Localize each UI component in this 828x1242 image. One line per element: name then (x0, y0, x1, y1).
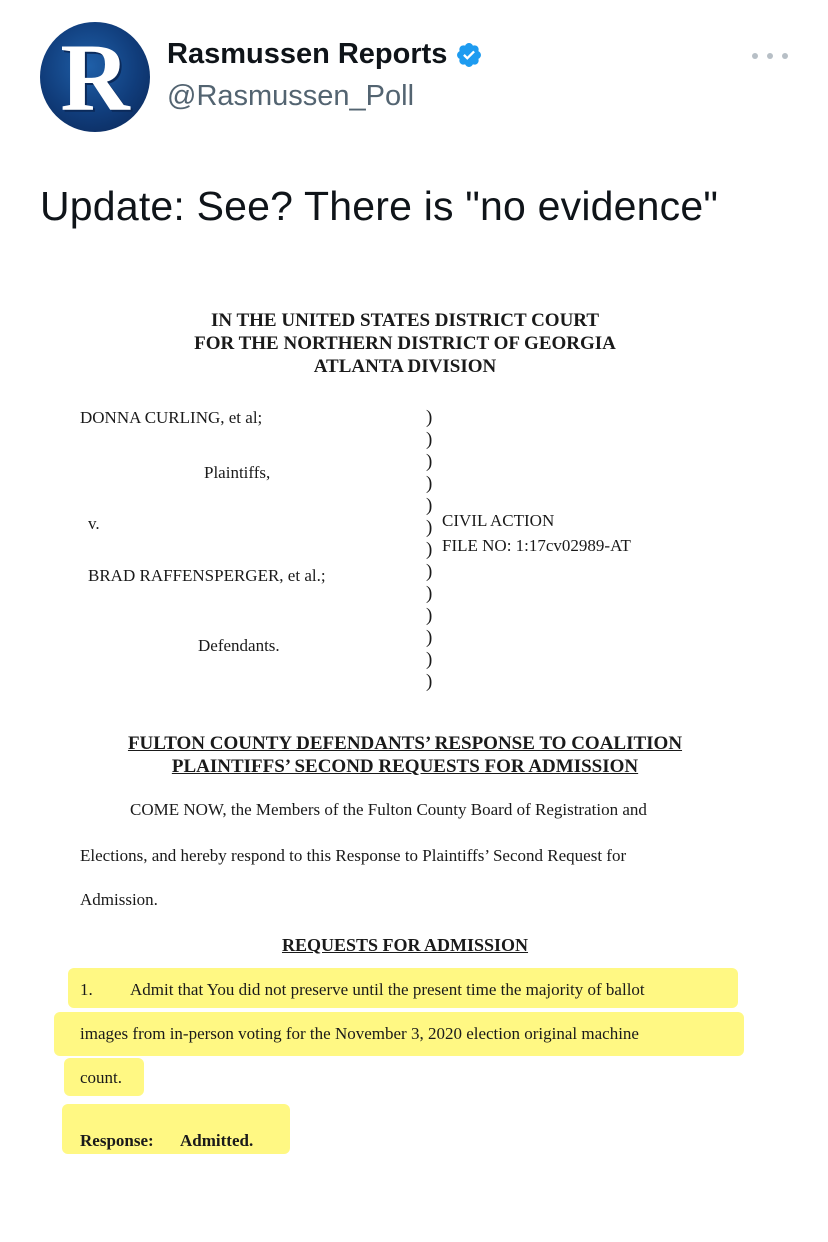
file-number: FILE NO: 1:17cv02989-AT (442, 536, 631, 555)
more-horizontal-icon (752, 53, 758, 59)
caption-parenthesis: ) (426, 407, 433, 428)
defendants-label: Defendants. (198, 636, 280, 655)
caption-parenthesis: ) (426, 451, 433, 472)
body-line: COME NOW, the Members of the Fulton County Board of Registration and (130, 800, 647, 819)
response-value: Admitted. (180, 1131, 254, 1150)
caption-parenthesis: ) (426, 473, 433, 494)
response-label: Response: (80, 1131, 154, 1150)
avatar[interactable] (40, 22, 150, 132)
caption-parenthesis: ) (426, 539, 433, 560)
body-line: Elections, and hereby respond to this Response to Plaintiffs’ Second Request for (80, 846, 627, 865)
response-title-line: PLAINTIFFS’ SECOND REQUESTS FOR ADMISSION (171, 756, 639, 777)
plaintiff-name: DONNA CURLING, et al; (80, 408, 263, 427)
court-heading-line: ATLANTA DIVISION (313, 356, 497, 377)
plaintiffs-label: Plaintiffs, (204, 463, 271, 482)
more-horizontal-icon (782, 53, 788, 59)
attached-document-image[interactable] (40, 300, 800, 1200)
requests-heading: REQUESTS FOR ADMISSION (281, 935, 529, 955)
caption-parenthesis: ) (426, 605, 433, 626)
civil-action-label: CIVIL ACTION (442, 511, 555, 530)
display-name[interactable] (167, 38, 483, 71)
verified-badge-icon (455, 41, 483, 69)
request-number: 1. (80, 980, 93, 999)
request-line: images from in-person voting for the November 3, 2020 election original machine (80, 1024, 639, 1043)
caption-parenthesis: ) (426, 583, 433, 604)
court-heading-line: FOR THE NORTHERN DISTRICT OF GEORGIA (194, 333, 616, 354)
caption-parenthesis: ) (426, 671, 433, 692)
request-line: Admit that You did not preserve until the present time the majority of ballot (130, 980, 645, 999)
caption-parenthesis: ) (426, 627, 433, 648)
more-horizontal-icon (767, 53, 773, 59)
caption-parenthesis: ) (426, 517, 433, 538)
request-line: count. (80, 1068, 123, 1087)
user-handle[interactable]: @Rasmussen_Poll (167, 80, 415, 112)
caption-parenthesis: ) (426, 495, 433, 516)
defendant-name: BRAD RAFFENSPERGER, et al.; (88, 566, 326, 585)
response-title-line: FULTON COUNTY DEFENDANTS’ RESPONSE TO COALITION (127, 733, 683, 754)
tweet-text: Update: See? There is "no evidence" (40, 183, 719, 229)
caption-parenthesis: ) (426, 429, 433, 450)
body-line: Admission. (80, 890, 158, 909)
avatar-logo-letter: R (60, 24, 130, 131)
court-heading-line: IN THE UNITED STATES DISTRICT COURT (210, 310, 600, 331)
versus-label: v. (88, 514, 100, 533)
display-name-text: Rasmussen Reports (167, 38, 448, 70)
caption-parenthesis: ) (426, 561, 433, 582)
more-options-button[interactable] (752, 44, 788, 68)
caption-parenthesis: ) (426, 649, 433, 670)
